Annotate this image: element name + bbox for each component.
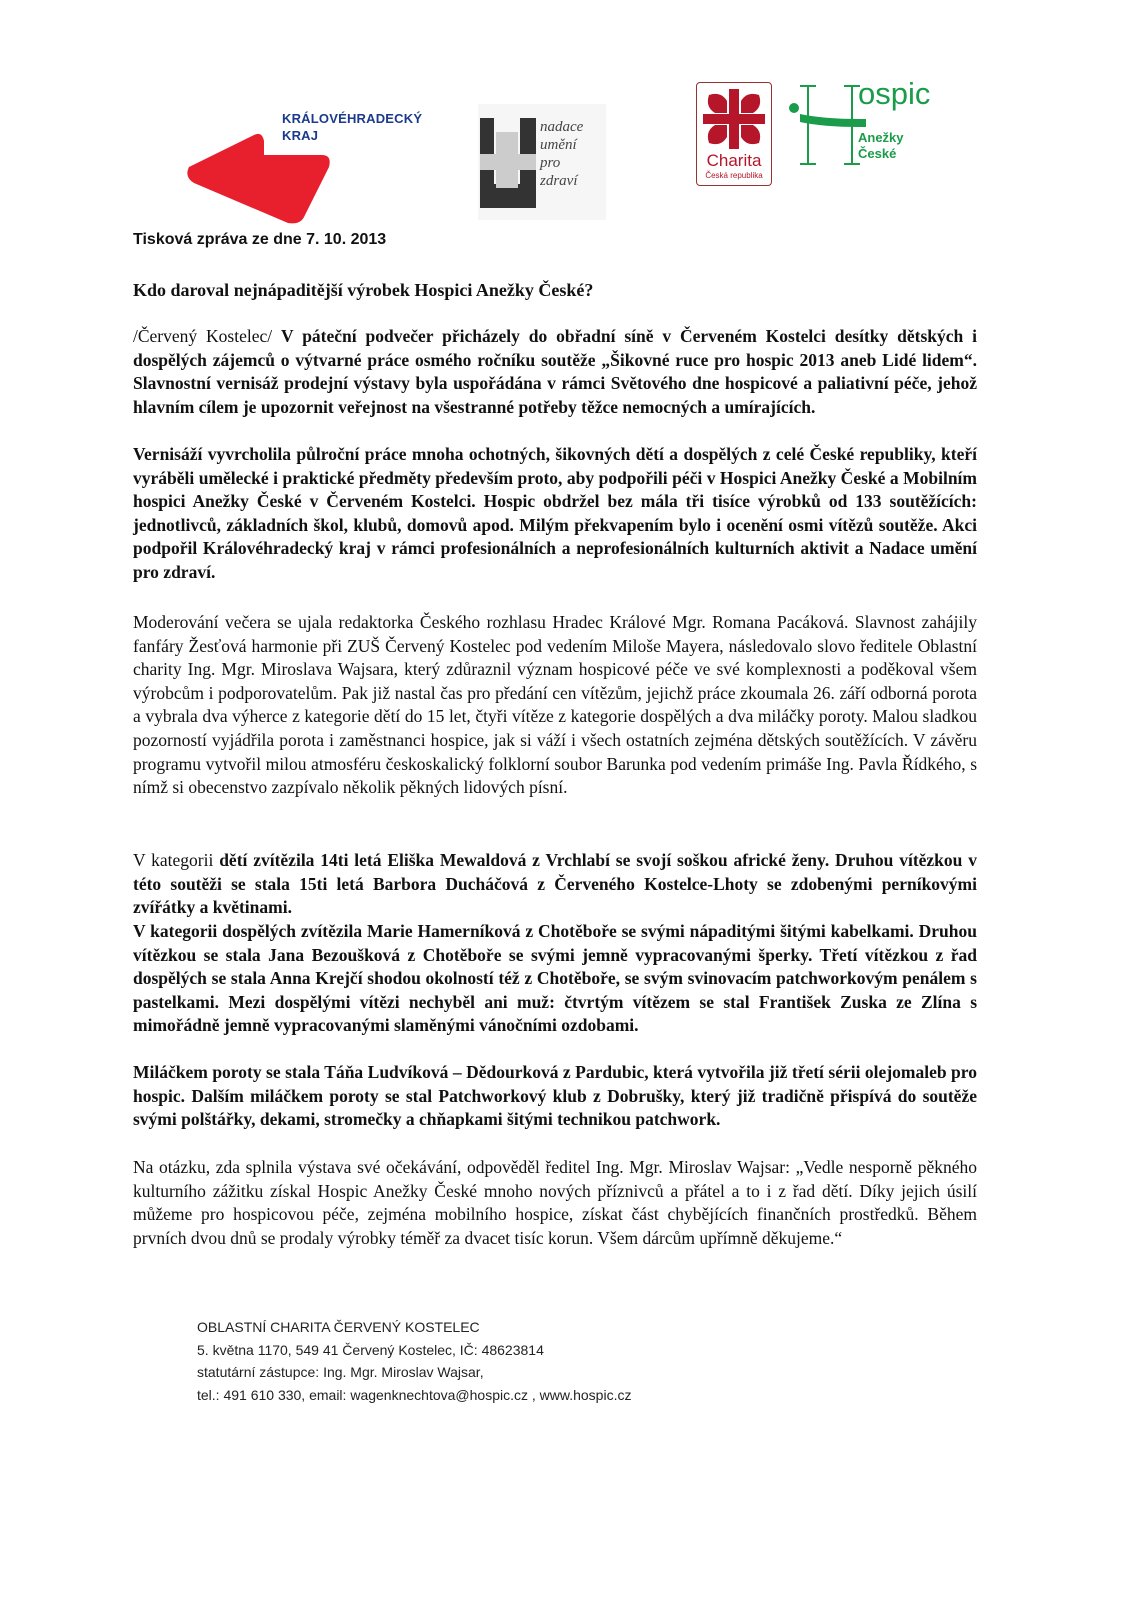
hospic-sub2: České	[858, 146, 897, 161]
paragraph-vernissage	[133, 443, 977, 585]
paragraph-director-quote: Na otázku, zda splnila výstava své očekávání, odpověděl ředitel Ing. Mgr. Miroslav Wajsar: „Vedle nesporně pěkného kulturního zážitku získal Hospic Anežky České mnoho nových příznivců a přátel a to i z řad dětí. Díky jejich úsilí můžeme pro hospicovou péče, zejména mobilního hospice, získat část chybějících finančních prostředků. Během prvních dvou dnů se prodaly výrobky téměř za dvacet tisíc korun. Všem dárcům upřímně děkujeme.“	[133, 1157, 977, 1248]
children-winners-text: dětí zvítězila 14ti letá Eliška Mewaldová z Vrchlabí se svojí soškou africké ženy. Druhou vítězkou v této soutěži se stala 15ti letá Barbora Ducháčová z Červeného Kostelce-Lhoty se zdobenými perníkovými zvířátky a květinami.	[133, 850, 977, 918]
adult-winners-text: V kategorii dospělých zvítězila Marie Hamerníková z Chotěboře se svými nápaditými šitými kabelkami. Druhou vítězkou se stala Jana Bezoušková z Chotěboře se svými jemně vypracovanými šperky. Třetí vítězkou z řad dospělých se stala Anna Krejčí shodou okolností též z Chotěboře, se svým svinovacím patchworkovým penálem s pastelkami. Mezi dospělými vítězi nechyběl ani muž: čtvrtým vítězem se stal František Zuska ze Zlína s mimořádně jemně vypracovanými slaměnými vánočními ozdobami.	[133, 921, 977, 1036]
kraj-logo-text	[282, 110, 422, 144]
nadace-line: pro	[540, 155, 561, 171]
nadace-mark-icon	[480, 118, 536, 208]
paragraph-jury-favourites	[133, 1061, 977, 1132]
nadace-line: umění	[540, 137, 577, 153]
website-link[interactable]: www.hospic.cz	[539, 1386, 632, 1403]
vernissage-text: Vernisáží vyvrcholila půlroční práce mnoha ochotných, šikovných dětí a dospělých z celé České republiky, kteří vyráběli umělecké i praktické předměty především proto, aby podpořili péči v Hospici Anežky České a Mobilním hospici Anežky České v Červeném Kostelci. Hospic obdržel bez mála tři tisíce výrobků od 133 soutěžících: jednotlivců, základních škol, klubů, domovů apod. Milým překvapením bylo i ocenění osmi vítězů soutěže. Akci podpořil Královéhradecký kraj v rámci profesionálních a neprofesionálních kulturních aktivit a Nadace umění pro zdraví.	[133, 444, 977, 582]
charita-subtitle: Česká republika	[705, 171, 763, 180]
location-lead: /Červený Kostelec/	[133, 326, 281, 346]
page-title: Kdo daroval nejnápaditější výrobek Hospici Anežky České?	[133, 280, 594, 300]
intro-bold-text: V páteční podvečer přicházely do obřadní síně v Červeném Kostelci desítky dětských i dospělých zájemců o výtvarné práce osmého ročníku soutěže „Šikovné ruce pro hospic 2013 aneb Lidé lidem“. Slavnostní vernisáž prodejní výstavy byla uspořádána v rámci Světového dne hospicové a paliativní péče, jehož hlavním cílem je upozornit veřejnost na všestranné potřeby těžce nemocných a umírajících.	[133, 326, 978, 417]
nadace-logo	[478, 104, 606, 220]
email-link[interactable]: wagenknechtova@hospic.cz	[350, 1386, 528, 1403]
footer-tel: tel.: 491 610 330, email:	[197, 1386, 351, 1403]
footer-separator: ,	[527, 1386, 540, 1403]
press-release-dateline: Tisková zpráva ze dne 7. 10. 2013	[133, 231, 387, 248]
paragraph-intro	[133, 325, 977, 419]
hospic-logo	[786, 76, 966, 172]
footer-contact-line	[197, 1384, 631, 1407]
charita-cross-icon	[701, 87, 767, 151]
nadace-line: zdraví	[540, 173, 578, 189]
hospic-subtitle	[858, 130, 904, 162]
contact-footer	[197, 1316, 631, 1406]
footer-address: 5. května 1170, 549 41 Červený Kostelec, IČ: 48623814	[197, 1341, 544, 1358]
hospic-h-icon	[786, 82, 866, 172]
nadace-logo-text	[540, 118, 583, 190]
paragraph-program: Moderování večera se ujala redaktorka Českého rozhlasu Hradec Králové Mgr. Romana Pacáková. Slavnost zahájily fanfáry Žesťová harmonie při ZUŠ Červený Kostelec pod vedením Miloše Mayera, následovalo slovo ředitele Oblastní charity Ing. Mgr. Miroslava Wajsara, který zdůraznil význam hospicové péče ve své komplexnosti a poděkoval všem výrobcům i podporovatelům. Pak již nastal čas pro předání cen vítězům, jejichž práce zkoumala 26. září odborná porota a vybrala dva výherce z kategorie dětí do 15 let, čtyři vítěze z kategorie dospělých a dva miláčky poroty. Malou sladkou pozorností vyjádřila porota i zaměstnanci hospice, jak si váží i všech ostatních zejména dětských soutěžících. V závěru programu vytvořil milou atmosféru českoskalický folklorní soubor Barunka pod vedením primáše Ing. Pavla Řídkého, s nímž si obecenstvo zazpívalo několik pěkných lidových písní.	[133, 612, 977, 798]
nadace-line: nadace	[540, 119, 584, 135]
logo-header	[0, 0, 1131, 230]
hospic-sub1: Anežky	[858, 130, 904, 145]
kraj-line1: KRÁLOVÉHRADECKÝ	[282, 111, 423, 126]
charita-name: Charita	[706, 151, 762, 170]
footer-representative: statutární zástupce: Ing. Mgr. Miroslav Wajsar,	[197, 1364, 484, 1380]
paragraph-children-winners	[133, 849, 977, 920]
jury-favourites-text: Miláčkem poroty se stala Táňa Ludvíková – Dědourková z Pardubic, která vytvořila již třetí sérii olejomaleb pro hospic. Dalším miláčkem poroty se stal Patchworkový klub z Dobrušky, který již tradičně přispívá do soutěže svými polštářky, dekami, stromečky a chňapkami šitými technikou patchwork.	[133, 1062, 977, 1130]
footer-org: OBLASTNÍ CHARITA ČERVENÝ KOSTELEC	[197, 1319, 480, 1335]
children-lead: V kategorii	[133, 850, 220, 870]
charita-logo	[696, 82, 772, 186]
paragraph-adult-winners	[133, 920, 977, 1038]
hospic-word: ospic	[858, 76, 931, 111]
kraj-line2: KRAJ	[282, 128, 319, 143]
